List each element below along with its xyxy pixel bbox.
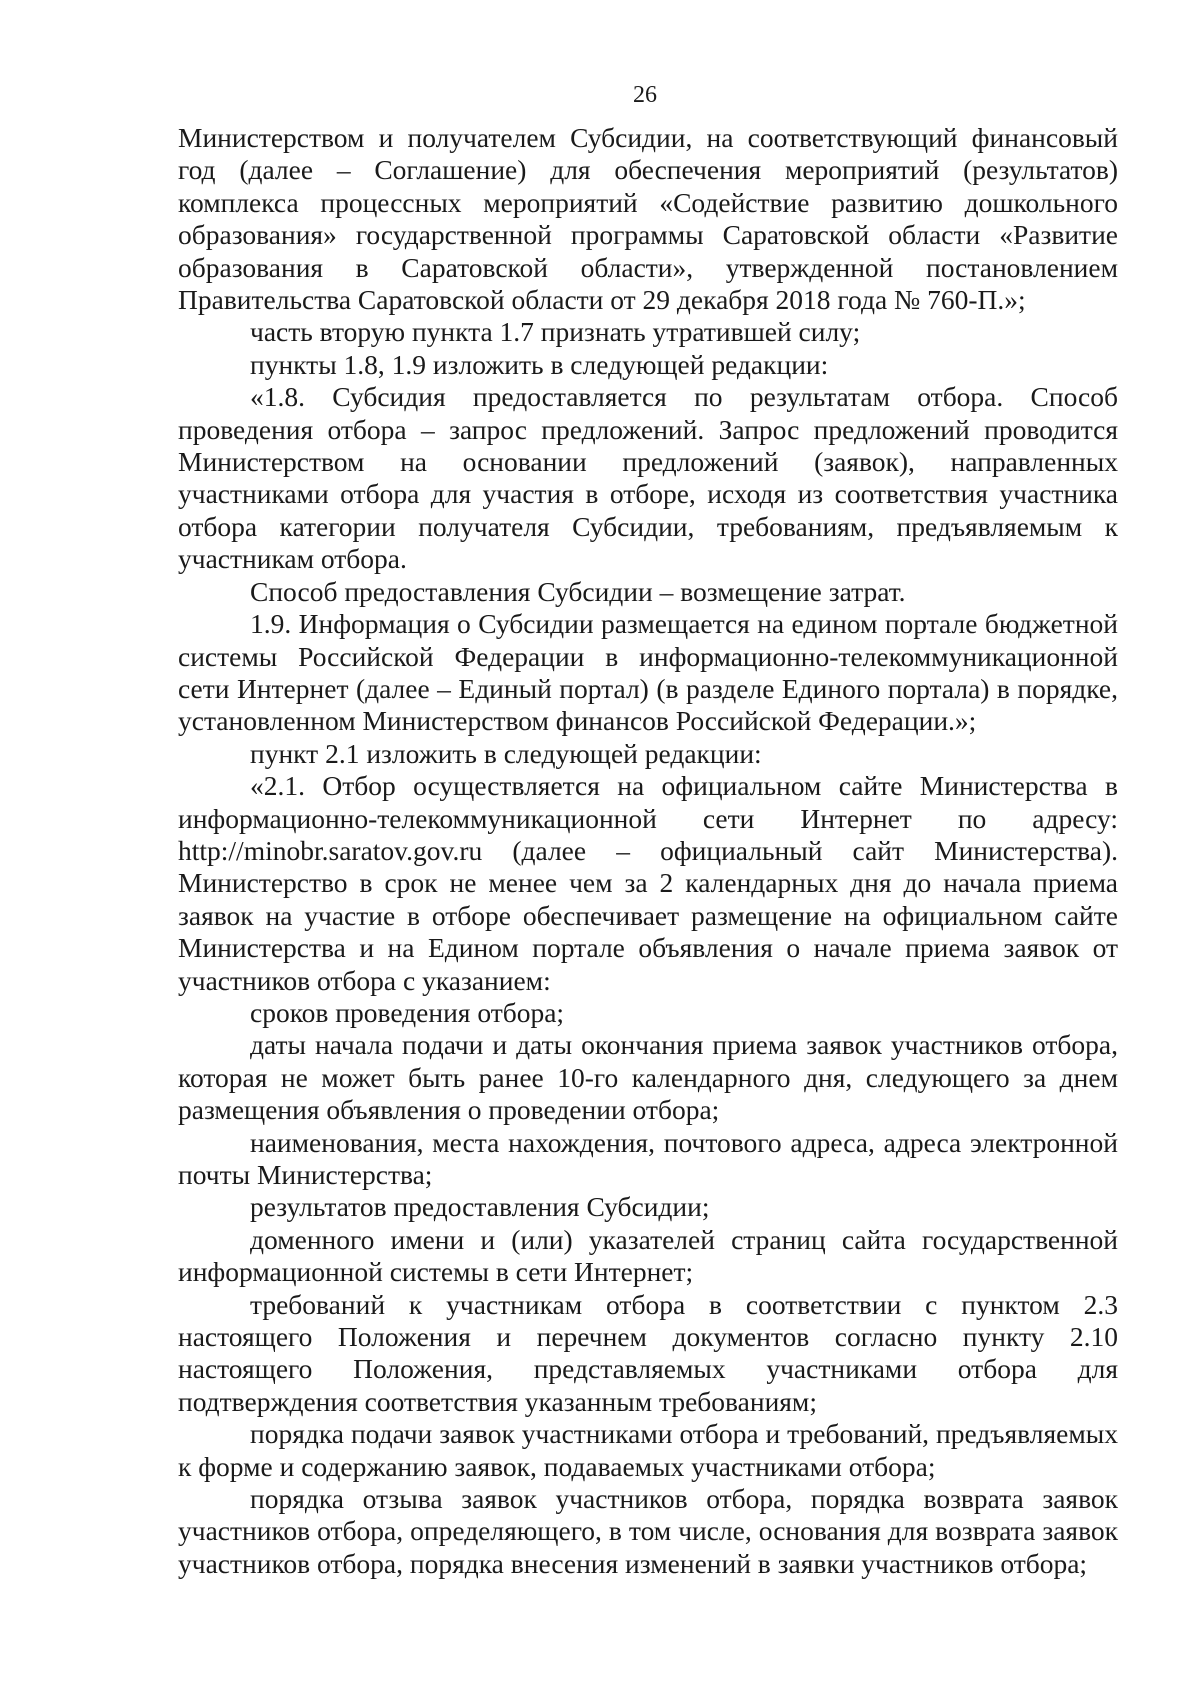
paragraph-agreement-continuation: Министерством и получателем Субсидии, на соответствующий финансовый год (далее – Соглашение) для обеспечения мероприятий (результатов) комплекса процессных мероприятий «Содействие развитию дошкольного образования» государственной программы Саратовской области «Развитие образования в Саратовской области», утвержденной постановлением Правительства Саратовской области от 29 декабря 2018 года № 760-П.»;: [178, 122, 1118, 316]
list-item-selection-dates: сроков проведения отбора;: [250, 996, 565, 1028]
list-item-application-procedure: порядка подачи заявок участниками отбора и требований, предъявляемых к форме и содержанию заявок, подаваемых участниками отбора;: [178, 1418, 1118, 1482]
paragraph-item-2-1-intro: пункт 2.1 изложить в следующей редакции:: [250, 737, 762, 769]
paragraph-items-1-8-1-9-intro: пункты 1.8, 1.9 изложить в следующей редакции:: [250, 348, 829, 380]
page-number: 26: [633, 82, 657, 108]
paragraph-item-1-7: часть вторую пункта 1.7 признать утратившей силу;: [250, 316, 861, 348]
paragraph-item-2-1: «2.1. Отбор осуществляется на официальном сайте Министерства в информационно-телекоммуникационной сети Интернет по адресу: http://minobr.saratov.gov.ru (далее – официальный сайт Министерства). Министерство в срок не менее чем за 2 календарных дня до начала приема заявок на участие в отборе обеспечивает размещение на официальном сайте Министерства и на Едином портале объявления о начале приема заявок от участников отбора с указанием:: [178, 770, 1118, 996]
paragraph-item-1-8: «1.8. Субсидия предоставляется по результатам отбора. Способ проведения отбора – запрос предложений. Запрос предложений проводится Министерством на основании предложений (заявок), направленных участниками отбора для участия в отборе, исходя из соответствия участника отбора категории получателя Субсидии, требованиям, предъявляемым к участникам отбора.: [178, 381, 1118, 575]
paragraph-item-1-9: 1.9. Информация о Субсидии размещается на едином портале бюджетной системы Российской Федерации в информационно-телекоммуникационной сети Интернет (далее – Единый портал) (в разделе Единого портала) в порядке, установленном Министерством финансов Российской Федерации.»;: [178, 608, 1118, 737]
paragraph-subsidy-method: Способ предоставления Субсидии – возмещение затрат.: [250, 575, 906, 607]
list-item-ministry-contacts: наименования, места нахождения, почтового адреса, адреса электронной почты Министерства;: [178, 1126, 1118, 1190]
list-item-application-dates: даты начала подачи и даты окончания приема заявок участников отбора, которая не может быть ранее 10-го календарного дня, следующего за днем размещения объявления о проведении отбора;: [178, 1029, 1118, 1126]
document-body: [178, 122, 1118, 1580]
list-item-subsidy-results: результатов предоставления Субсидии;: [250, 1191, 710, 1223]
list-item-withdrawal-procedure: порядка отзыва заявок участников отбора, порядка возврата заявок участников отбора, определяющего, в том числе, основания для возврата заявок участников отбора, порядка внесения изменений в заявки участников отбора;: [178, 1483, 1118, 1579]
list-item-participant-requirements: требований к участникам отбора в соответствии с пунктом 2.3 настоящего Положения и перечнем документов согласно пункту 2.10 настоящего Положения, представляемых участниками отбора для подтверждения соответствия указанным требованиям;: [178, 1288, 1118, 1417]
list-item-domain-name: доменного имени и (или) указателей страниц сайта государственной информационной системы в сети Интернет;: [178, 1223, 1118, 1288]
